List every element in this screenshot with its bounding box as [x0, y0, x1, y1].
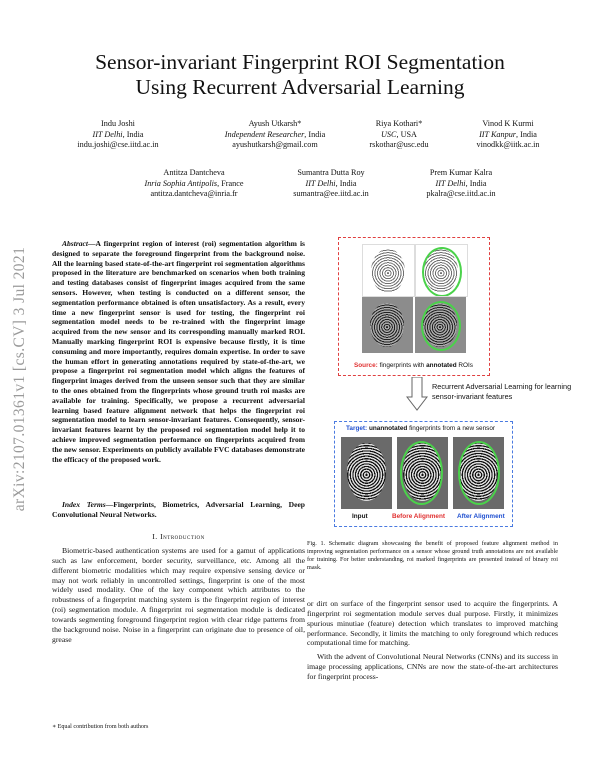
target-end: fingerprints from a new sensor: [407, 425, 496, 432]
label-after-alignment: After Alignment: [457, 513, 505, 520]
author-institution: IIT Kanpur: [479, 129, 516, 139]
fingerprint-image: [397, 437, 448, 509]
figure-caption: Fig. 1. Schematic diagram showcasing the benefit of proposed feature alignment method in improving segmentation performance on a sensor whose ground truth annotations are not available for training. For better understanding, roi marked fingerprints are presented instead of binary roi mask.: [307, 540, 558, 572]
author-name: Vinod K Kurmi: [482, 119, 534, 128]
author-institution: IIT Delhi: [92, 129, 123, 139]
source-end: ROIs: [456, 362, 473, 369]
target-label: Target:: [346, 425, 368, 432]
author-institution: IIT Delhi: [305, 178, 336, 188]
author-country: , India: [465, 178, 487, 188]
abstract: [52, 239, 305, 464]
author-email: rskothar@usc.edu: [369, 140, 429, 149]
fingerprint-image: [362, 244, 415, 297]
author-institution: IIT Delhi: [435, 178, 466, 188]
abstract-label: Abstract: [62, 239, 88, 248]
arxiv-stamp: arXiv:2107.01361v1 [cs.CV] 3 Jul 2021: [11, 246, 28, 512]
target-caption: [346, 425, 516, 432]
footnote: ∗ Equal contribution from both authors: [52, 724, 149, 730]
section-heading: I. Introduction: [152, 532, 205, 541]
down-arrow-icon: [406, 377, 428, 411]
author-name: Ayush Utkarsh*: [248, 119, 302, 128]
paper-title: [40, 50, 560, 100]
author-institution: Inria Sophia Antipolis: [144, 178, 218, 188]
abstract-text: —A fingerprint region of interest (roi) segmentation algorithm is designed to separate the foreground fingerprint from the background noise. All the learning based state-of-the-art fingerprint roi segmentation algorithms proposed in the literature are benchmarked on scenarios when both training and testing databases consist of fingerprint images acquired from the same sensors. However, when testing is conducted on a different sensor, the segmentation performance obtained is often unsatisfactory. As a result, every time a new fingerprint sensor is used for testing, the fingerprint roi segmentation model needs to be re-trained with the fingerprint image acquired from the new sensor and its corresponding manually marked ROI. Manually marking fingerprint ROI is expensive because firstly, it is time consuming and more importantly, requires domain expertise. In order to save the human effort in generating annotations required by state-of-the-art, we propose a fingerprint roi segmentation model which aligns the features of fingerprint images derived from the unseen sensor such that they are similar to the ones obtained from the fingerprints whose ground truth roi masks are available for training. Specifically, we propose a recurrent adversarial learning based feature alignment network that helps the fingerprint roi segmentation model to learn sensor-invariant features. Consequently, sensor-invariant features learnt by the proposed roi segmentation model help it to achieve improved segmentation performance on fingerprints acquired from the new sensor. Experiments on publicly available FVC databases demonstrate the efficacy of the proposed work.: [52, 239, 305, 464]
fingerprint-image: [362, 297, 413, 353]
fingerprint-image: [453, 437, 504, 509]
author-institution: Independent Researcher: [224, 129, 305, 139]
title-line-1: Sensor-invariant Fingerprint ROI Segmentation: [95, 50, 505, 74]
author-country: , India: [304, 129, 326, 139]
author-name: Indu Joshi: [101, 119, 135, 128]
source-text: fingerprints with: [377, 362, 427, 369]
author-email: indu.joshi@cse.iitd.ac.in: [77, 140, 159, 149]
author-email: antitza.dantcheva@inria.fr: [150, 189, 238, 198]
fingerprint-image: [341, 437, 392, 509]
author-country: , India: [122, 129, 144, 139]
author-name: Antitza Dantcheva: [163, 168, 225, 177]
intro-paragraph-right: [307, 599, 558, 682]
label-before-alignment: Before Alignment: [392, 513, 446, 520]
intro-right-p2: With the advent of Convolutional Neural Networks (CNNs) and its success in image processing applications, CNNs are now the state-of-the-art architectures for fingerprint process-: [307, 652, 558, 681]
author-email: vinodkk@iitk.ac.in: [476, 140, 540, 149]
author-email: pkalra@cse.iitd.ac.in: [426, 189, 496, 198]
source-label: Source:: [354, 362, 378, 369]
author-block: [200, 119, 350, 151]
author-country: , India: [335, 178, 357, 188]
intro-right-p1: or dirt on surface of the fingerprint sensor used to acquire the fingerprints. A fingerprint roi segmentation module serves dual purpose. Firstly, it minimizes spurious minutiae (feature) detection which translates to improved matching performance. Secondly, it limits the matching to only foreground which reduces computational time for matching.: [307, 599, 558, 648]
source-caption: [354, 362, 494, 369]
intro-paragraph-left: [52, 546, 305, 644]
author-block: [129, 168, 259, 200]
source-bold: annotated: [426, 362, 457, 369]
author-name: Sumantra Dutta Roy: [297, 168, 365, 177]
intro-text: Biometric-based authentication systems are used for a gamut of applications such as law enforcement, border security, surveillance, etc. Among all the different biometric modalities which may require expensive sensing device or may not work reliably in uncontrolled settings, fingerprint is one of the most widely used modality. One of the key component which attributes to the robustness of a fingerprint matching system is the fingerprint region of interest (roi) segmentation module. A fingerprint roi segmentation module is dedicated towards segmenting foreground fingerprint region with clear ridge patterns from the background noise. Noise in a fingerprint can originate due to presence of oil, grease: [52, 546, 305, 644]
fingerprint-image: [415, 244, 468, 297]
author-name: Riya Kothari*: [375, 119, 423, 128]
author-block: [443, 119, 573, 151]
fingerprint-image: [415, 297, 466, 353]
author-email: sumantra@ee.iitd.ac.in: [293, 189, 369, 198]
author-block: [53, 119, 183, 151]
author-country: , France: [217, 178, 244, 188]
author-block: [266, 168, 396, 200]
author-institution: USC: [381, 129, 397, 139]
author-country: , India: [516, 129, 537, 139]
index-terms-text: —Fingerprints, Biometrics, Adversarial Learning, Deep Convolutional Neural Networks.: [52, 500, 305, 519]
label-input: Input: [352, 513, 368, 520]
author-block: [396, 168, 526, 200]
arrow-text: Recurrent Adversarial Learning for learning sensor-invariant features: [432, 382, 572, 401]
author-email: ayushutkarsh@gmail.com: [232, 140, 318, 149]
title-line-2: Using Recurrent Adversarial Learning: [135, 75, 465, 99]
author-country: , USA: [396, 129, 417, 139]
target-bold: unannotated: [367, 425, 408, 432]
author-name: Prem Kumar Kalra: [429, 168, 493, 177]
index-terms-label: Index Terms: [62, 500, 106, 509]
index-terms: [52, 500, 305, 520]
